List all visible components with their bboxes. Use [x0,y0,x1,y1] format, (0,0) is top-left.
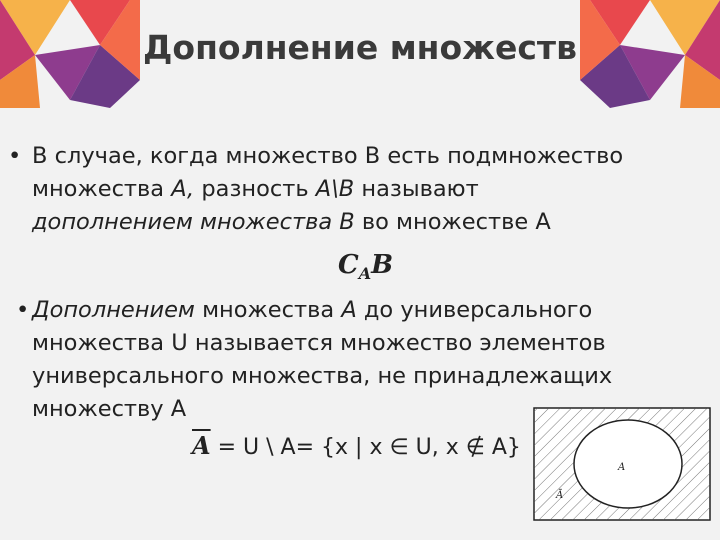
complement-formula: $\overline{A} = U$ \ A= {x | x ∈ U, x ∉ A} [192,431,521,460]
para1-line1: • В случае, когда множество B есть подмножество [8,140,712,173]
complement-label: Ā [556,490,564,501]
page-title: Дополнение множеств [143,28,577,67]
set-a-circle [574,420,682,508]
complement-notation: $C_AB$ [338,250,394,284]
set-a-label: A [618,462,626,473]
para1-line3: дополнением множества B во множестве A [32,209,551,235]
bullet-2: • [16,297,30,323]
para1-line2: множества A, разность A\B называют [32,176,479,202]
para2-line2: множества U называется множество элементов [32,330,606,356]
definition-paragraph-1 [8,140,712,239]
bullet-1: • [8,143,22,169]
para2-line3: универсального множества, не принадлежащих [32,363,613,389]
para2-line4: множеству A [32,396,187,422]
complement-venn-diagram [530,404,714,524]
para2-line1: • Дополнением множества A до универсального [8,294,712,327]
